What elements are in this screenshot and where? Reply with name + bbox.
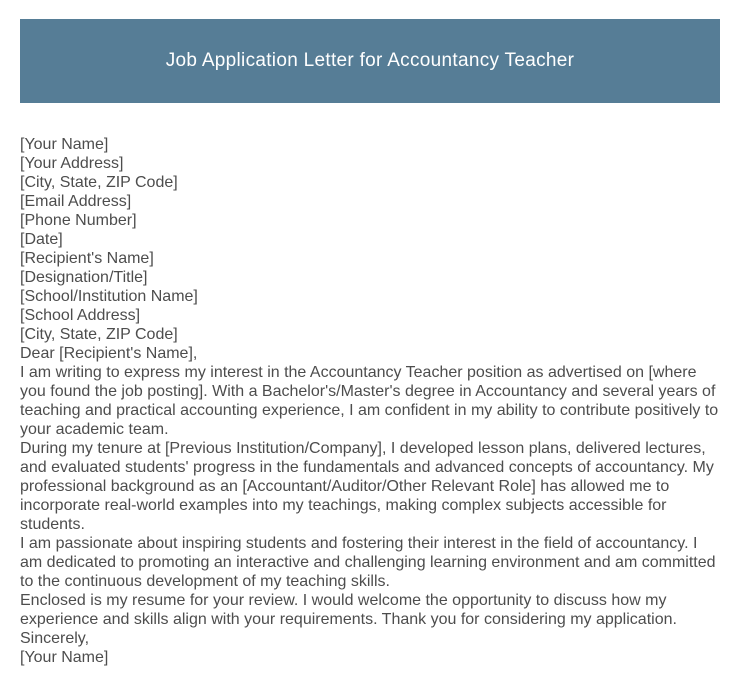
paragraph-enclosure: Enclosed is my resume for your review. I would welcome the opportunity to discuss how my experience and skills align with your requirements. Thank you for considering my application. bbox=[20, 592, 677, 628]
page-title: Job Application Letter for Accountancy Teacher bbox=[165, 50, 575, 71]
sender-phone-placeholder: [Phone Number] bbox=[20, 212, 137, 229]
recipient-name-placeholder: [Recipient's Name] bbox=[20, 250, 154, 267]
date-placeholder: [Date] bbox=[20, 231, 63, 248]
letter-body bbox=[20, 135, 720, 667]
paragraph-experience: During my tenure at [Previous Institution/Company], I developed lesson plans, delivered lectures, and evaluated students' progress in the fundamentals and advanced concepts of accountancy. My professional background as an [Accountant/Auditor/Other Relevant Role] has allowed me to incorporate real-world examples into my teachings, making complex subjects accessible for students. bbox=[20, 440, 714, 533]
sender-city-placeholder: [City, State, ZIP Code] bbox=[20, 174, 178, 191]
signature-placeholder: [Your Name] bbox=[20, 649, 109, 666]
school-city-placeholder: [City, State, ZIP Code] bbox=[20, 326, 178, 343]
sender-name-placeholder: [Your Name] bbox=[20, 136, 109, 153]
title-banner bbox=[20, 19, 720, 103]
salutation: Dear [Recipient's Name], bbox=[20, 345, 198, 362]
school-name-placeholder: [School/Institution Name] bbox=[20, 288, 198, 305]
paragraph-introduction: I am writing to express my interest in the Accountancy Teacher position as advertised on [where you found the job posting]. With a Bachelor's/Master's degree in Accountancy and several years of teaching and practical accounting experience, I am confident in my ability to contribute positively to your academic team. bbox=[20, 364, 719, 438]
school-address-placeholder: [School Address] bbox=[20, 307, 141, 324]
closing: Sincerely, bbox=[20, 630, 90, 647]
sender-email-placeholder: [Email Address] bbox=[20, 193, 132, 210]
sender-address-placeholder: [Your Address] bbox=[20, 155, 124, 172]
paragraph-passion: I am passionate about inspiring students and fostering their interest in the field of accountancy. I am dedicated to promoting an interactive and challenging learning environment and am committed to the continuous development of my teaching skills. bbox=[20, 535, 716, 590]
designation-placeholder: [Designation/Title] bbox=[20, 269, 148, 286]
